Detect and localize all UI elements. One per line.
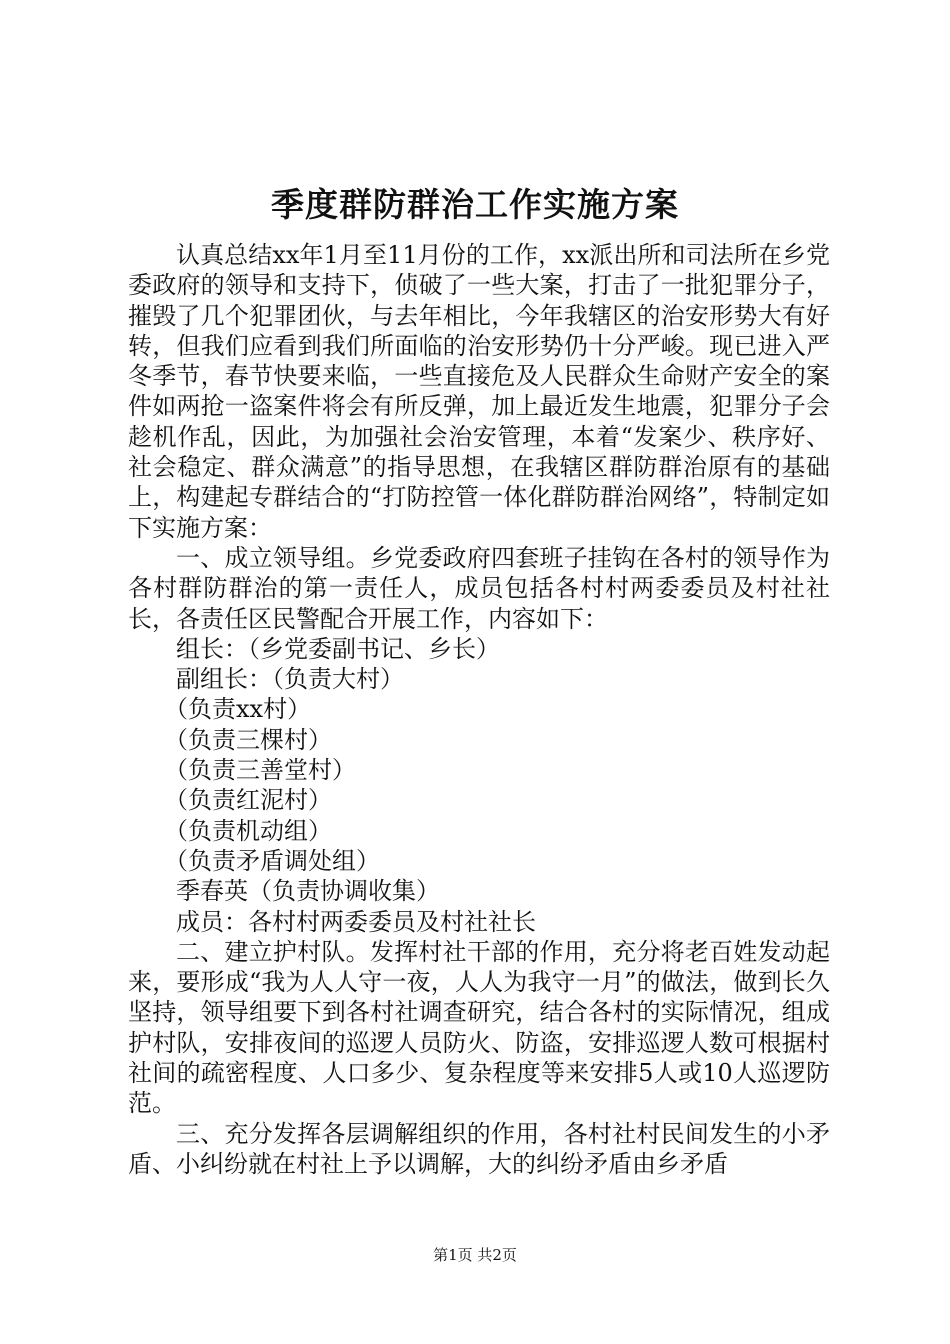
document-body (128, 240, 830, 1179)
paragraph-section-1: 一、成立领导组。乡党委政府四套班子挂钩在各村的领导作为各村群防群治的第一责任人，成员包括各村村两委委员及村社社长，各责任区民警配合开展工作，内容如下： (128, 543, 830, 633)
roster-item: （负责三棵村） (164, 725, 332, 754)
roster-leader: 组长：（乡党委副书记、乡长） (176, 634, 500, 663)
roster-deputy: 副组长：（负责大村） (176, 665, 404, 694)
document-title: 季度群防群治工作实施方案 (271, 185, 679, 224)
page-footer: 第1页 共2页 (433, 1246, 517, 1264)
roster-coordinator: 季春英（负责协调收集） (176, 877, 440, 906)
roster-item: （负责三善堂村） (164, 756, 356, 785)
roster-item: （负责xx村） (164, 695, 312, 724)
roster-item: （负责机动组） (164, 816, 332, 845)
paragraph-intro: 认真总结xx年1月至11月份的工作，xx派出所和司法所在乡党委政府的领导和支持下，侦破了一些大案，打击了一批犯罪分子，摧毁了几个犯罪团伙，与去年相比，今年我辖区的治安形势大有好转，但我们应看到我们所面临的治安形势仍十分严峻。现已进入严冬季节，春节快要来临，一些直接危及人民群众生命财产安全的案件如两抢一盗案件将会有所反弹，加上最近发生地震，犯罪分子会趁机作乱，因此，为加强社会治安管理，本着“发案少、秩序好、社会稳定、群众满意”的指导思想，在我辖区群防群治原有的基础上，构建起专群结合的“打防控管一体化群防群治网络”，特制定如下实施方案： (128, 241, 830, 542)
roster-item: （负责矛盾调处组） (164, 846, 380, 875)
roster-members: 成员：各村村两委委员及村社社长 (176, 907, 536, 936)
roster-item: （负责红泥村） (164, 786, 332, 815)
paragraph-section-3: 三、充分发挥各层调解组织的作用，各村社村民间发生的小矛盾、小纠纷就在村社上予以调解，大的纠纷矛盾由乡矛盾 (128, 1119, 830, 1178)
paragraph-section-2: 二、建立护村队。发挥村社干部的作用，充分将老百姓发动起来，要形成“我为人人守一夜，人人为我守一月”的做法，做到长久坚持，领导组要下到各村社调查研究，结合各村的实际情况，组成护村队，安排夜间的巡逻人员防火、防盗，安排巡逻人数可根据村社间的疏密程度、人口多少、复杂程度等来安排5人或10人巡逻防范。 (128, 937, 830, 1118)
